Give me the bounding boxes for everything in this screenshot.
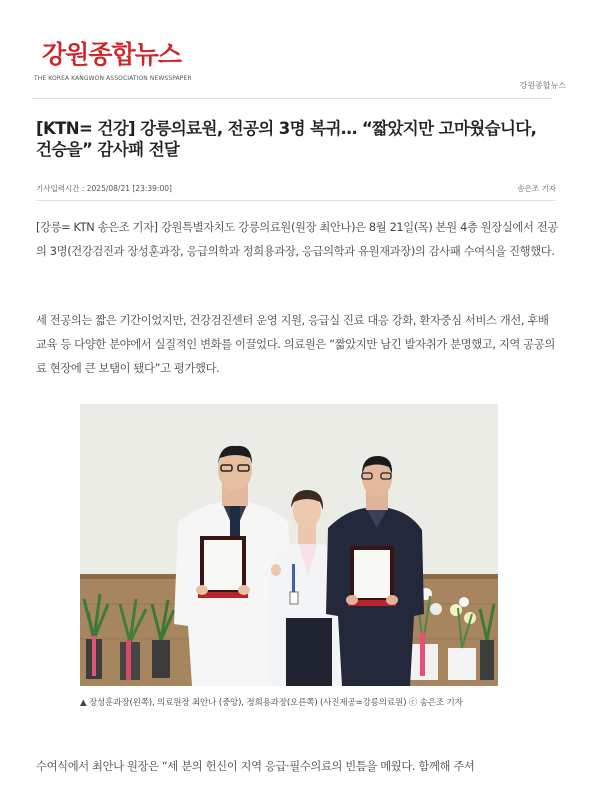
site-logo-subtitle: THE KOREA KANGWON ASSOCIATION NEWSSPAPER: [34, 75, 192, 82]
article-paragraph-1: [강릉= KTN 송은조 기자] 강원특별자치도 강릉의료원(원장 최안나)은 8월 21일(목) 본원 4층 원장실에서 전공의 3명(건강검진과 장성훈과장, 응급의학과 정희용과장, 응급의학과 유원재과장)의 감사패 수여식을 진행했다.: [36, 221, 558, 258]
masthead-divider: [32, 98, 552, 99]
article-photo[interactable]: [80, 404, 498, 686]
meta-divider: [36, 200, 556, 201]
site-logo[interactable]: 강원종합뉴스: [42, 40, 181, 69]
article-reporter[interactable]: 송은조 기자: [517, 184, 556, 193]
article-paragraph-2: 세 전공의는 짧은 기간이었지만, 건강검진센터 운영 지원, 응급실 진료 대응 강화, 환자중심 서비스 개선, 후배 교육 등 다양한 분야에서 실질적인 변화를 이끌었다. 의료원은 “짧았지만 남긴 발자취가 분명했고, 지역 공공의료 현장에 큰 보탬이 됐다”고 평가했다.: [36, 314, 555, 375]
article-timestamp: 기사입력시간 : 2025/08/21 [23:39:00]: [36, 184, 172, 193]
article-meta: [36, 183, 556, 195]
section-link[interactable]: 강원종합뉴스: [519, 81, 566, 90]
article-headline: [KTN= 건강] 강릉의료원, 전공의 3명 복귀… “짧았지만 고마웠습니다, 건승을” 감사패 전달: [36, 119, 537, 159]
photo-caption: ▲ 장성훈과장(왼쪽), 의료원장 최안나 (중앙), 정희용과장(오른쪽) (사진제공=강릉의료원) ⓒ 송은조 기자: [80, 698, 463, 708]
masthead-block: [32, 38, 572, 96]
article-paragraph-3: 수여식에서 최안나 원장은 “세 분의 헌신이 지역 응급·필수의료의 빈틈을 메웠다. 함께해 주셔: [36, 760, 475, 773]
award-photo-illustration: [80, 404, 498, 686]
